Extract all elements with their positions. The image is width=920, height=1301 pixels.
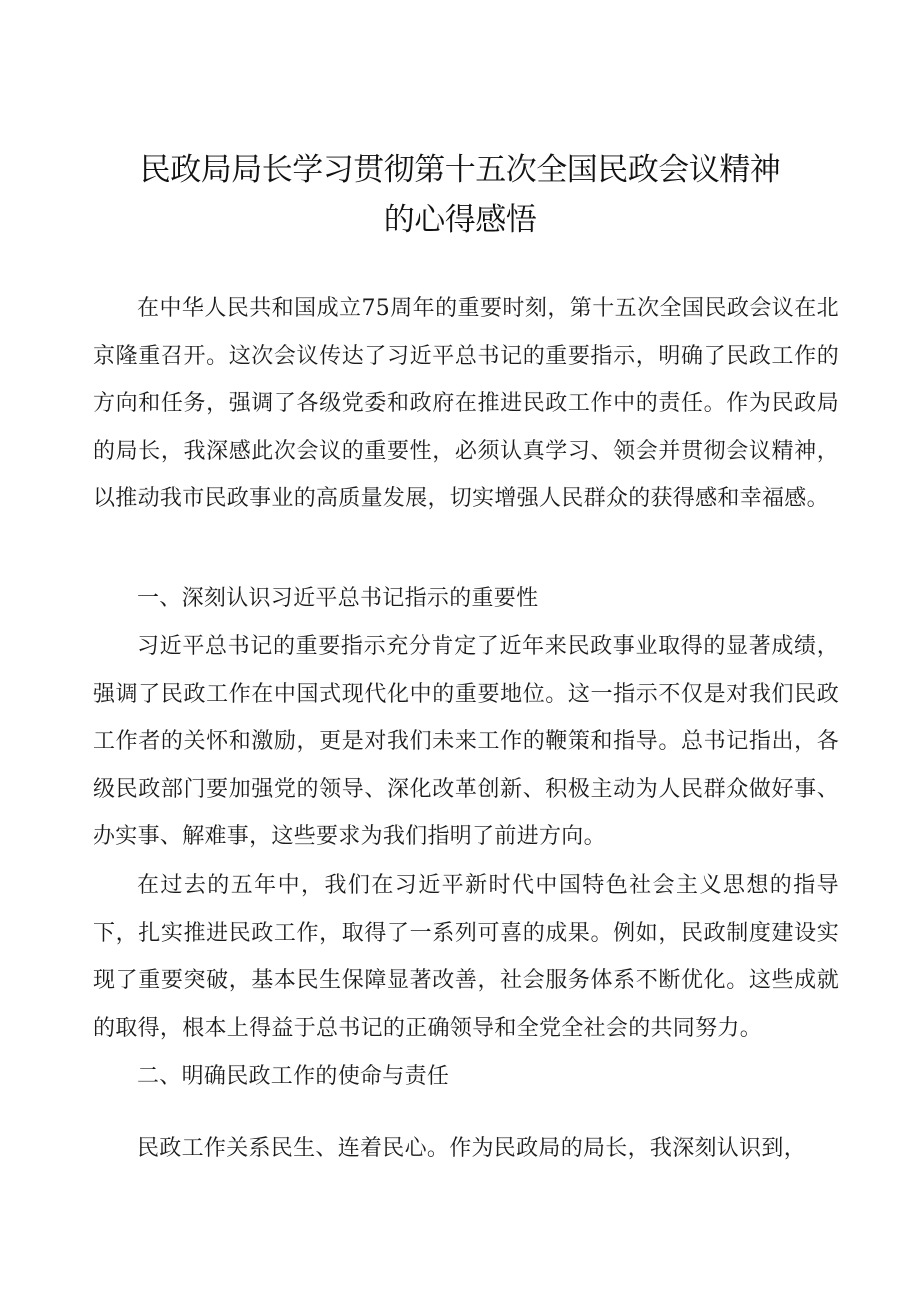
paragraph-3: [93, 862, 839, 1052]
paragraph-3-text: 在过去的五年中，我们在习近平新时代中国特色社会主义思想的指导下，扎实推进民政工作，取得了一系列可喜的成果。例如，民政制度建设实现了重要突破，基本民生保障显著改善，社会服务体系不断优化。这些成就的取得，根本上得益于总书记的正确领导和全党全社会的共同努力。: [93, 873, 839, 1041]
section-heading-1: [93, 575, 839, 623]
paragraph-intro: [93, 285, 839, 523]
document-title: [60, 145, 860, 245]
title-line-2: 的心得感悟: [383, 202, 537, 238]
paragraph-intro-text: 在中华人民共和国成立75周年的重要时刻，第十五次全国民政会议在北京隆重召开。这次会议传达了习近平总书记的重要指示，明确了民政工作的方向和任务，强调了各级党委和政府在推进民政工作中的责任。作为民政局的局长，我深感此次会议的重要性，必须认真学习、领会并贯彻会议精神，以推动我市民政事业的高质量发展，切实增强人民群众的获得感和幸福感。: [93, 296, 839, 511]
paragraph-4: [93, 1125, 839, 1173]
title-line-1: 民政局局长学习贯彻第十五次全国民政会议精神: [139, 152, 781, 188]
paragraph-2-text: 习近平总书记的重要指示充分肯定了近年来民政事业取得的显著成绩，强调了民政工作在中国式现代化中的重要地位。这一指示不仅是对我们民政工作者的关怀和激励，更是对我们未来工作的鞭策和指导。总书记指出，各级民政部门要加强党的领导、深化改革创新、积极主动为人民群众做好事、办实事、解难事，这些要求为我们指明了前进方向。: [93, 634, 839, 849]
section-heading-2-text: 二、明确民政工作的使命与责任: [137, 1064, 450, 1089]
paragraph-2: [93, 623, 839, 861]
paragraph-4-text: 民政工作关系民生、连着民心。作为民政局的局长，我深刻认识到，: [137, 1136, 807, 1161]
section-heading-2: [93, 1053, 839, 1101]
section-heading-1-text: 一、深刻认识习近平总书记指示的重要性: [137, 586, 539, 611]
